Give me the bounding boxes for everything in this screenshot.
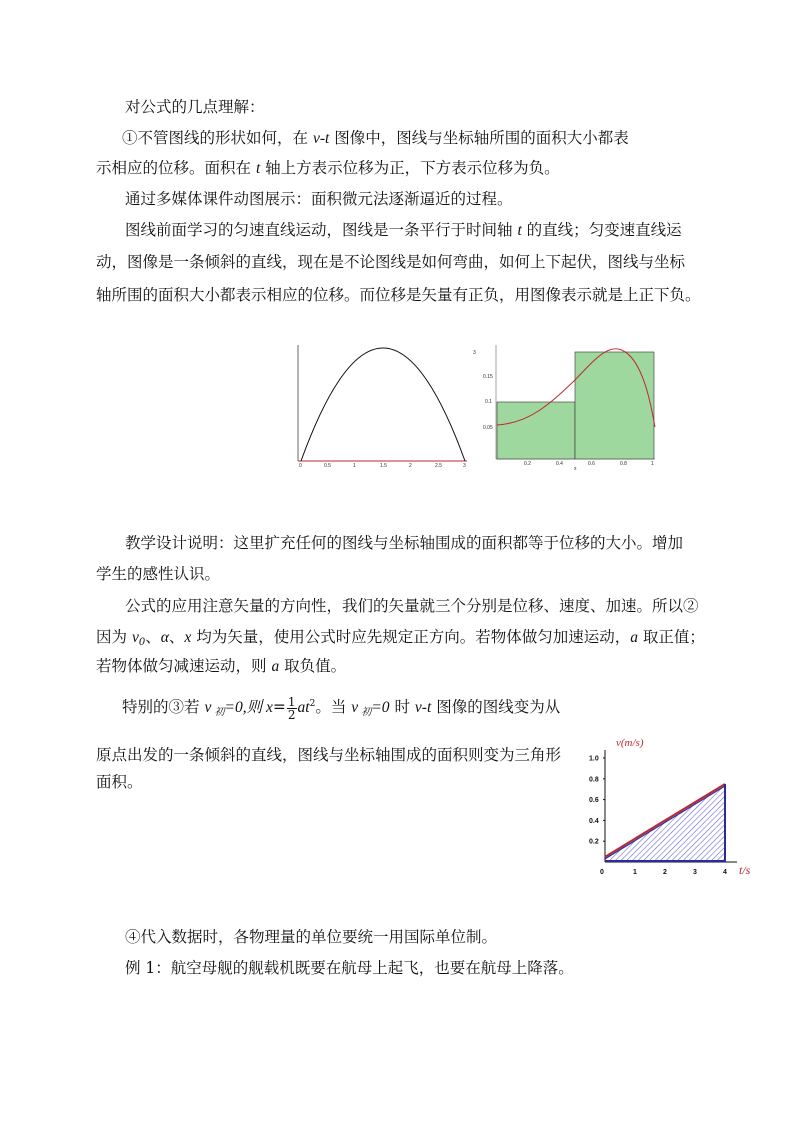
fig2-xtick-02: 0.2 [524,461,531,467]
graph-explanation-line-3: 轴所围的面积大小都表示相应的位移。而位移是矢量有正负，用图像表示就是上正下负。 [96,286,701,304]
fig2-top-label: 3 [473,350,476,356]
fig1-xtick-2: 1 [353,463,356,469]
fraction-one-half: $\frac{1}{2}$ [287,694,296,722]
fig1-xtick-0: 0 [299,463,302,469]
special-case-formula: 特别的③若 v $_初$=0,则 x= $\frac{1}{2}$ $at^2$。当 v $_初$=0 时 v-t 图像的图线变为从 [122,694,561,722]
fig2-xtick-1: 1 [651,461,654,467]
y-axis-label: v(m/s) [616,737,644,749]
design-note-line-1: 教学设计说明：这里扩充任何的图线与坐标轴围成的面积都等于位移的大小。增加 [125,534,684,552]
fig2-xtick-08: 0.8 [620,461,627,467]
y-tick-label: 0.4 [589,817,599,825]
fig2-xtick-04: 0.4 [556,461,563,467]
fig2-ytick-015: 0.15 [483,374,493,380]
unit-note: ④代入数据时，各物理量的单位要统一用国际单位制。 [125,928,498,946]
fig1-xtick-3: 1.5 [380,463,387,469]
y-tick-label: 0.6 [589,797,599,805]
x-tick-label: 3 [693,869,697,876]
x-tick-label: 4 [723,869,727,876]
vt-chart [585,732,785,882]
point-1-line-2: 示相应的位移。面积在 t 轴上方表示位移为正，下方表示位移为负。 [96,159,560,177]
fig1-xtick-1: 0.5 [324,463,331,469]
x-tick-label: 1 [633,869,637,876]
y-tick-label: 0.8 [589,776,599,784]
example-1: 例 1：航空母舰的舰载机既要在航母上起飞，也要在航母上降落。 [125,959,574,977]
triangle-area-line-1: 原点出发的一条倾斜的直线，图线与坐标轴围成的面积则变为三角形 [96,746,562,764]
vector-note-line-3: 若物体做匀减速运动，则 a 取负值。 [96,657,347,675]
design-note-line-2: 学生的感性认识。 [96,565,221,583]
vector-note-line-1: 公式的应用注意矢量的方向性，我们的矢量就三个分别是位移、速度、加速。所以② [125,597,699,615]
fig1-xtick-4: 2 [409,463,412,469]
vector-note-line-2: 因为 $v_0$、α、x 均为矢量，使用公式时应先规定正方向。若物体做匀加速运动，a 取正值； [96,628,705,648]
graph-explanation-line-1: 图线前面学习的匀速直线运动，图线是一条平行于时间轴 t 的直线；匀变速直线运 [125,221,682,239]
fig2-xtick-06: 0.6 [588,461,595,467]
graph-explanation-line-2: 动，图像是一条倾斜的直线，现在是不论图线是如何弯曲，如何上下起伏，图线与坐标 [96,253,686,271]
rectangle-left [497,402,575,459]
multimedia-note: 通过多媒体课件动图展示：面积微元法逐渐逼近的过程。 [125,190,513,208]
heading-formula-understanding: 对公式的几点理解： [125,98,265,116]
point-1-line-1: ①不管图线的形状如何，在 v-t 图像中，图线与坐标轴所围的面积大小都表 [122,129,629,147]
fig2-ytick-01: 0.1 [485,399,492,405]
x-axis-label: t/s [739,863,751,877]
fig2-ytick-005: 0.05 [483,425,493,431]
figure-parabola-area [297,345,479,470]
fig1-xtick-5: 2.5 [435,463,442,469]
y-tick-label: 0.2 [589,838,599,846]
fig1-xtick-6: 3 [463,463,466,469]
x-tick-label: 2 [663,869,667,876]
triangle-area-line-2: 面积。 [96,773,143,791]
y-tick-label: 1.0 [589,755,599,763]
figure-riemann-rectangles [473,345,659,472]
x-tick-label: 0 [600,869,604,876]
fig2-xlabel: x [574,466,577,472]
